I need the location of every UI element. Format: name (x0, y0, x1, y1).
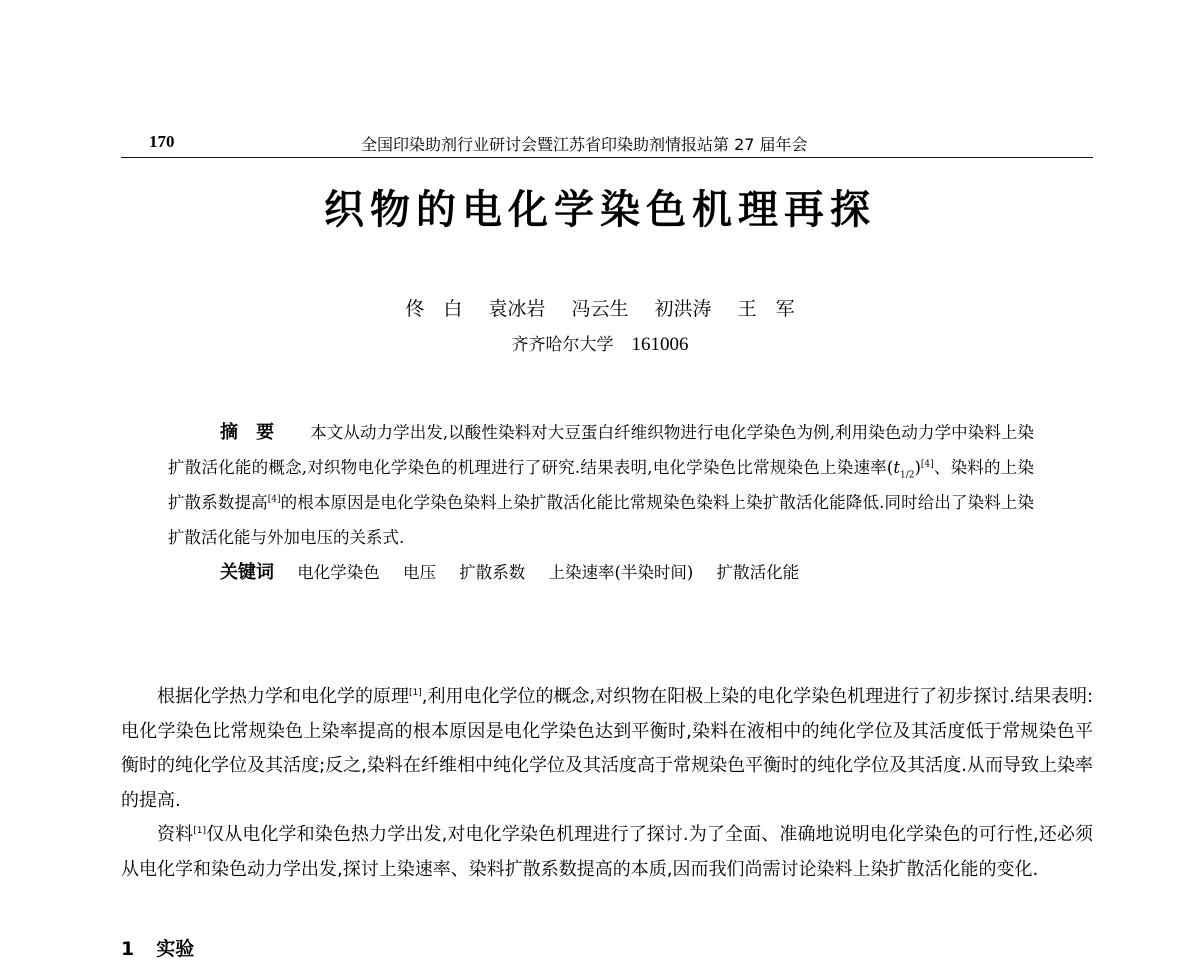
author: 王 军 (737, 298, 795, 320)
paper-title: 织物的电化学染色机理再探 (324, 186, 876, 233)
keyword: 扩散活化能 (716, 563, 800, 582)
author-list (0, 294, 1200, 321)
abstract-body: 摘要 本文从动力学出发,以酸性染料对大豆蛋白纤维织物进行电化学染色为例,利用染色动力学中染料上染扩散活化能的概念,对织物电化学染色的机理进行了研究.结果表明,电化学染色比常规染色上染速率$(t_{1/2})[4]$、染料的上染扩散系数提高[4]的根本原因是电化学染色染料上染扩散活化能比常规染色染料上染扩散活化能降低.同时给出了染料上染扩散活化能与外加电压的关系式. (168, 422, 1035, 547)
keyword: 上染速率(半染时间) (548, 563, 694, 582)
page-number: 170 (149, 132, 175, 151)
institution: 齐齐哈尔大学 (511, 335, 614, 355)
header-rule (121, 157, 1093, 158)
citation: [1] (193, 826, 206, 836)
keywords (168, 555, 1034, 590)
keywords-label: 关键词 (220, 562, 274, 583)
running-title: 全国印染助剂行业研讨会暨江苏省印染助剂情报站第 27 届年会 (361, 135, 808, 154)
paragraph: 根据化学热力学和电化学的原理[1],利用电化学位的概念,对织物在阳极上染的电化学染色机理进行了初步探讨.结果表明:电化学染色比常规染色上染率提高的根本原因是电化学染色达到平衡时,染料在液相中的纯化学位及其活度低于常规染色平衡时的纯化学位及其活度;反之,染料在纤维相中纯化学位及其活度高于常规染色平衡时的纯化学位及其活度.从而导致上染率的提高. (121, 686, 1094, 811)
citation: [1] (409, 688, 422, 698)
abstract (168, 415, 1034, 590)
page-header (121, 130, 1093, 160)
citation: [4] (920, 459, 934, 470)
t-symbol: t (893, 458, 900, 477)
postal-code: 161006 (631, 334, 689, 355)
author: 初洪涛 (654, 298, 712, 320)
section-number: 1 (121, 938, 135, 960)
keyword: 电化学染色 (297, 563, 380, 582)
citation: [4] (267, 494, 281, 505)
body-text (121, 680, 1093, 887)
affiliation (0, 330, 1200, 356)
keyword: 扩散系数 (459, 563, 526, 582)
author: 袁冰岩 (488, 298, 546, 320)
author: 佟 白 (405, 298, 463, 320)
section-heading (121, 934, 194, 961)
paragraph: 资料[1]仅从电化学和染色热力学出发,对电化学染色机理进行了探讨.为了全面、准确地说明电化学染色的可行性,还必须从电化学和染色动力学出发,探讨上染速率、染料扩散系数提高的本质,因而我们尚需讨论染料上染扩散活化能的变化. (121, 824, 1093, 880)
keyword: 电压 (403, 563, 436, 582)
section-title: 实验 (156, 938, 195, 960)
author: 冯云生 (571, 298, 629, 320)
abstract-label: 摘要 (220, 422, 293, 443)
